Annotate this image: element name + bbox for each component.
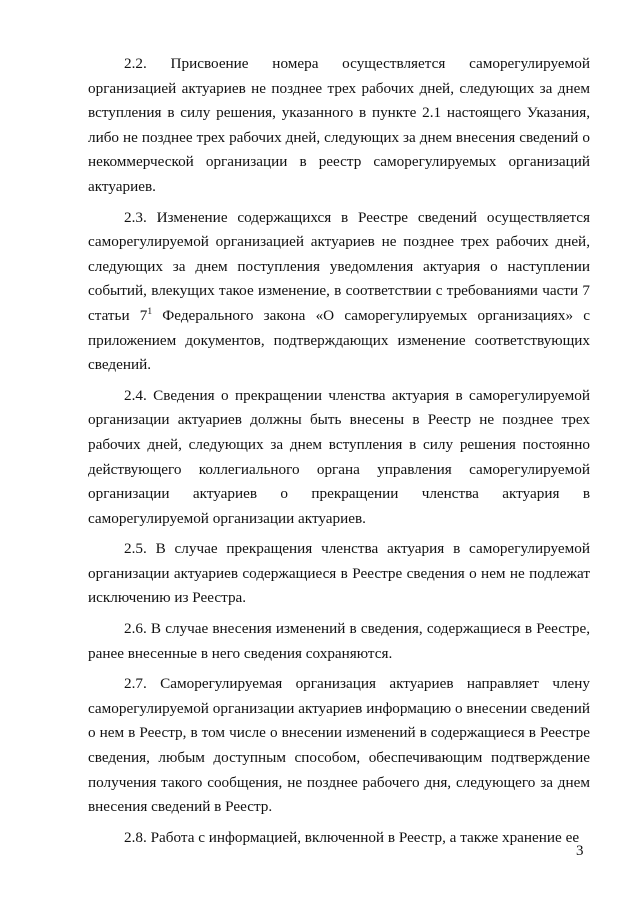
paragraph-2-3 [88, 206, 590, 378]
paragraph-2-3-text-end: Федерального закона «О саморегулируемых организациях» с приложением документов, подтверждающих изменение соответствующих сведений. [88, 306, 590, 374]
paragraph-2-7: 2.7. Саморегулируемая организация актуариев направляет члену саморегулируемой организации актуариев информацию о внесении сведений о нем в Реестр, в том числе о внесении изменений в содержащиеся в Реестре сведения, любым доступным способом, обеспечивающим подтверждение получения такого сообщения, не позднее рабочего дня, следующего за днем внесения сведений в Реестр. [88, 675, 590, 816]
paragraph-2-8: 2.8. Работа с информацией, включенной в Реестр, а также хранение ее [124, 828, 580, 846]
article-superscript: 1 [147, 306, 153, 317]
page-number: 3 [576, 843, 584, 859]
paragraph-2-2: 2.2. Присвоение номера осуществляется саморегулируемой организацией актуариев не позднее трех рабочих дней, следующих за днем вступления в силу решения, указанного в пункте 2.1 настоящего Указания, либо не позднее трех рабочих дней, следующих за днем внесения сведений о некоммерческой организации в реестр саморегулируемых организаций актуариев. [88, 55, 590, 195]
paragraph-2-5: 2.5. В случае прекращения членства актуария в саморегулируемой организации актуариев содержащиеся в Реестре сведения о нем не подлежат исключению из Реестра. [88, 540, 590, 607]
paragraph-2-6: 2.6. В случае внесения изменений в сведения, содержащиеся в Реестре, ранее внесенные в него сведения сохраняются. [88, 620, 590, 662]
document-body [88, 52, 590, 856]
paragraph-2-4: 2.4. Сведения о прекращении членства актуария в саморегулируемой организации актуариев должны быть внесены в Реестр не позднее трех рабочих дней, следующих за днем вступления в силу решения постоянно действующего коллегиального органа управления саморегулируемой организации актуариев о прекращении членства актуария в саморегулируемой организации актуариев. [88, 386, 590, 527]
paragraph-2-3-text-start: 2.3. Изменение содержащихся в Реестре сведений осуществляется саморегулируемой организацией актуариев не позднее трех рабочих дней, следующих за днем поступления уведомления актуария о наступлении событий, влекущих такое изменение, в соответствии с требованиями части 7 статьи 7 [88, 208, 590, 324]
